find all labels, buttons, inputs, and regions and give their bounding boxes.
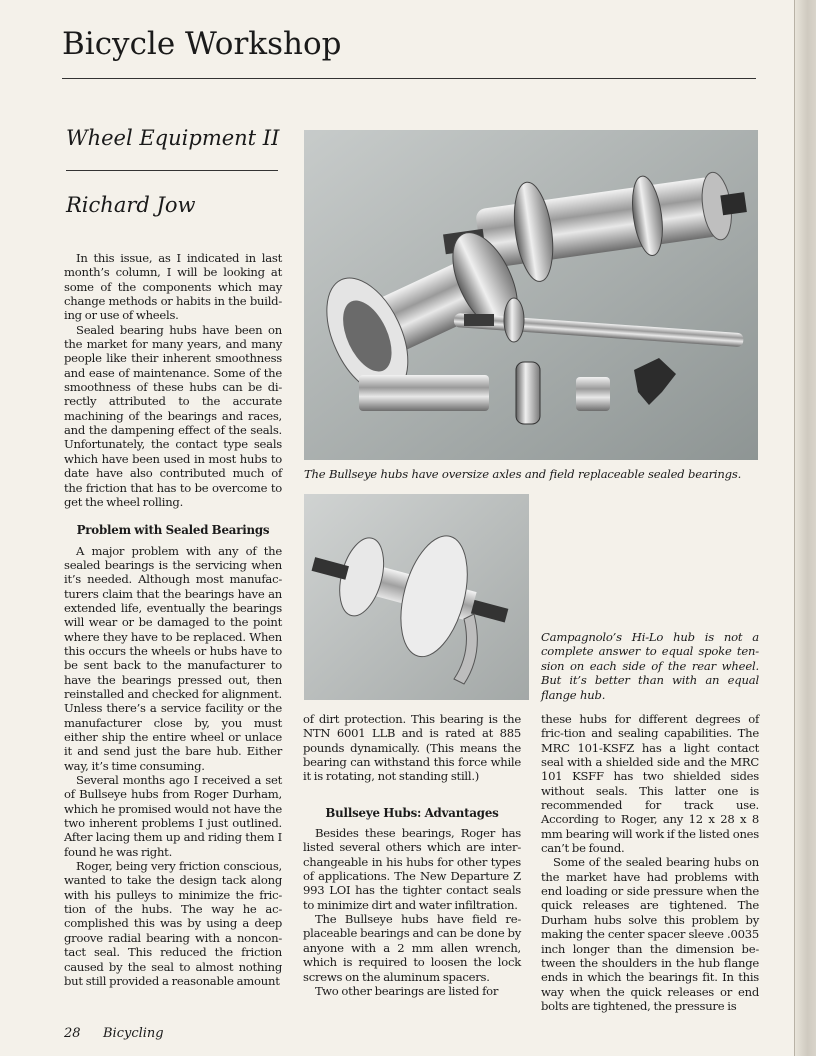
column-1	[64, 251, 282, 988]
article-title: Wheel Equipment II	[66, 126, 280, 150]
author-name: Richard Jow	[66, 193, 196, 217]
photo-bullseye-hubs	[304, 130, 758, 460]
paragraph: Besides these bearings, Roger has listed several others which are inter-changeable in his hubs for other types of applications. The New Departure Z 993 LOI has the tighter contact seals to minimize dirt and water infiltration.	[303, 826, 521, 912]
paragraph: Two other bearings are listed for	[315, 983, 499, 998]
photo-caption: Campagnolo’s Hi-Lo hub is not a complete answer to equal spoke ten-sion on each side of the rear wheel. But it’s better than with an equal flange hub.	[541, 630, 759, 702]
subheading: Bullseye Hubs: Advantages	[325, 805, 499, 820]
column-2	[303, 712, 521, 998]
paragraph: Some of the sealed bearing hubs on the market have had problems with end loading or side pressure when the quick releases are tightened. The Durham hubs solve this problem by making the center spacer sleeve .0035 inch longer than the dimension be-tween the shoulders in the hub flange ends in which the bearings fit. In this way when the quick releases or end bolts are tightened, the pressure is	[541, 855, 759, 1013]
paragraph: Roger, being very friction conscious, wanted to take the design tack along with his pulleys to minimize the fric-tion of the hubs. The way he ac-complished this was by using a deep groove radial bearing with a noncon-tact seal. This reduced the friction caused by the seal to almost nothing but still provided a reasonable amount	[64, 859, 282, 988]
paragraph: The Bullseye hubs have field re-placeable bearings and can be done by anyone with a 2 mm allen wrench, which is required to loosen the lock screws on the aluminum spacers.	[303, 912, 521, 984]
photo-caption: The Bullseye hubs have oversize axles and field replaceable sealed bearings.	[304, 467, 742, 481]
bullseye-hubs-illustration	[304, 130, 758, 460]
page-number: 28	[64, 1026, 81, 1041]
paragraph: Several months ago I received a set of Bullseye hubs from Roger Durham, which he promised would not have the two inherent problems I just outlined. After lacing them up and riding them I found he was right.	[64, 773, 282, 859]
subheading: Problem with Sealed Bearings	[76, 523, 270, 538]
publication-name: Bicycling	[103, 1026, 164, 1041]
header-rule	[62, 78, 756, 79]
section-title: Bicycle Workshop	[62, 26, 342, 62]
paragraph: of dirt protection. This bearing is the NTN 6001 LLB and is rated at 885 pounds dynamically. (This means the bearing can withstand this force while it is rotating, not standing still.)	[303, 712, 521, 784]
campagnolo-hub-illustration	[304, 494, 529, 700]
paragraph: Sealed bearing hubs have been on the market for many years, and many people like their inherent smoothness and ease of maintenance. Some of the smoothness of these hubs can be di-rectly attributed to the accurate machining of the bearings and races, and the dampening effect of the seals. Unfortunately, the contact type seals which have been used in most hubs to date have also contributed much of the friction that has to be overcome to get the wheel rolling.	[64, 322, 282, 509]
paragraph: these hubs for different degrees of fric-tion and sealing capabilities. The MRC 101-KSFZ has a light contact seal with a shielded side and the MRC 101 KSFF has two shielded sides without seals. This latter one is recommended for track use. According to Roger, any 12 x 28 x 8 mm bearing will work if the listed ones can’t be found.	[541, 712, 759, 856]
column-3	[541, 712, 759, 1013]
page-edge	[794, 0, 816, 1056]
photo-campagnolo-hub	[304, 494, 529, 700]
paragraph: In this issue, as I indicated in last month’s column, I will be looking at some of the components which may change methods or habits in the build-ing or use of wheels.	[64, 251, 282, 323]
paragraph: A major problem with any of the sealed bearings is the servicing when it’s needed. Although most manufac-turers claim that the bearings have an extended life, eventually the bearings will wear or be damaged to the point where they have to be replaced. When this occurs the wheels or hubs have to be sent back to the manufacturer to have the bearings pressed out, then reinstalled and checked for alignment. Unless there’s a service facility or the manufacturer close by, you must either ship the entire wheel or unlace it and send just the bare hub. Either way, it’s time consuming.	[64, 543, 282, 773]
title-rule	[66, 170, 278, 171]
